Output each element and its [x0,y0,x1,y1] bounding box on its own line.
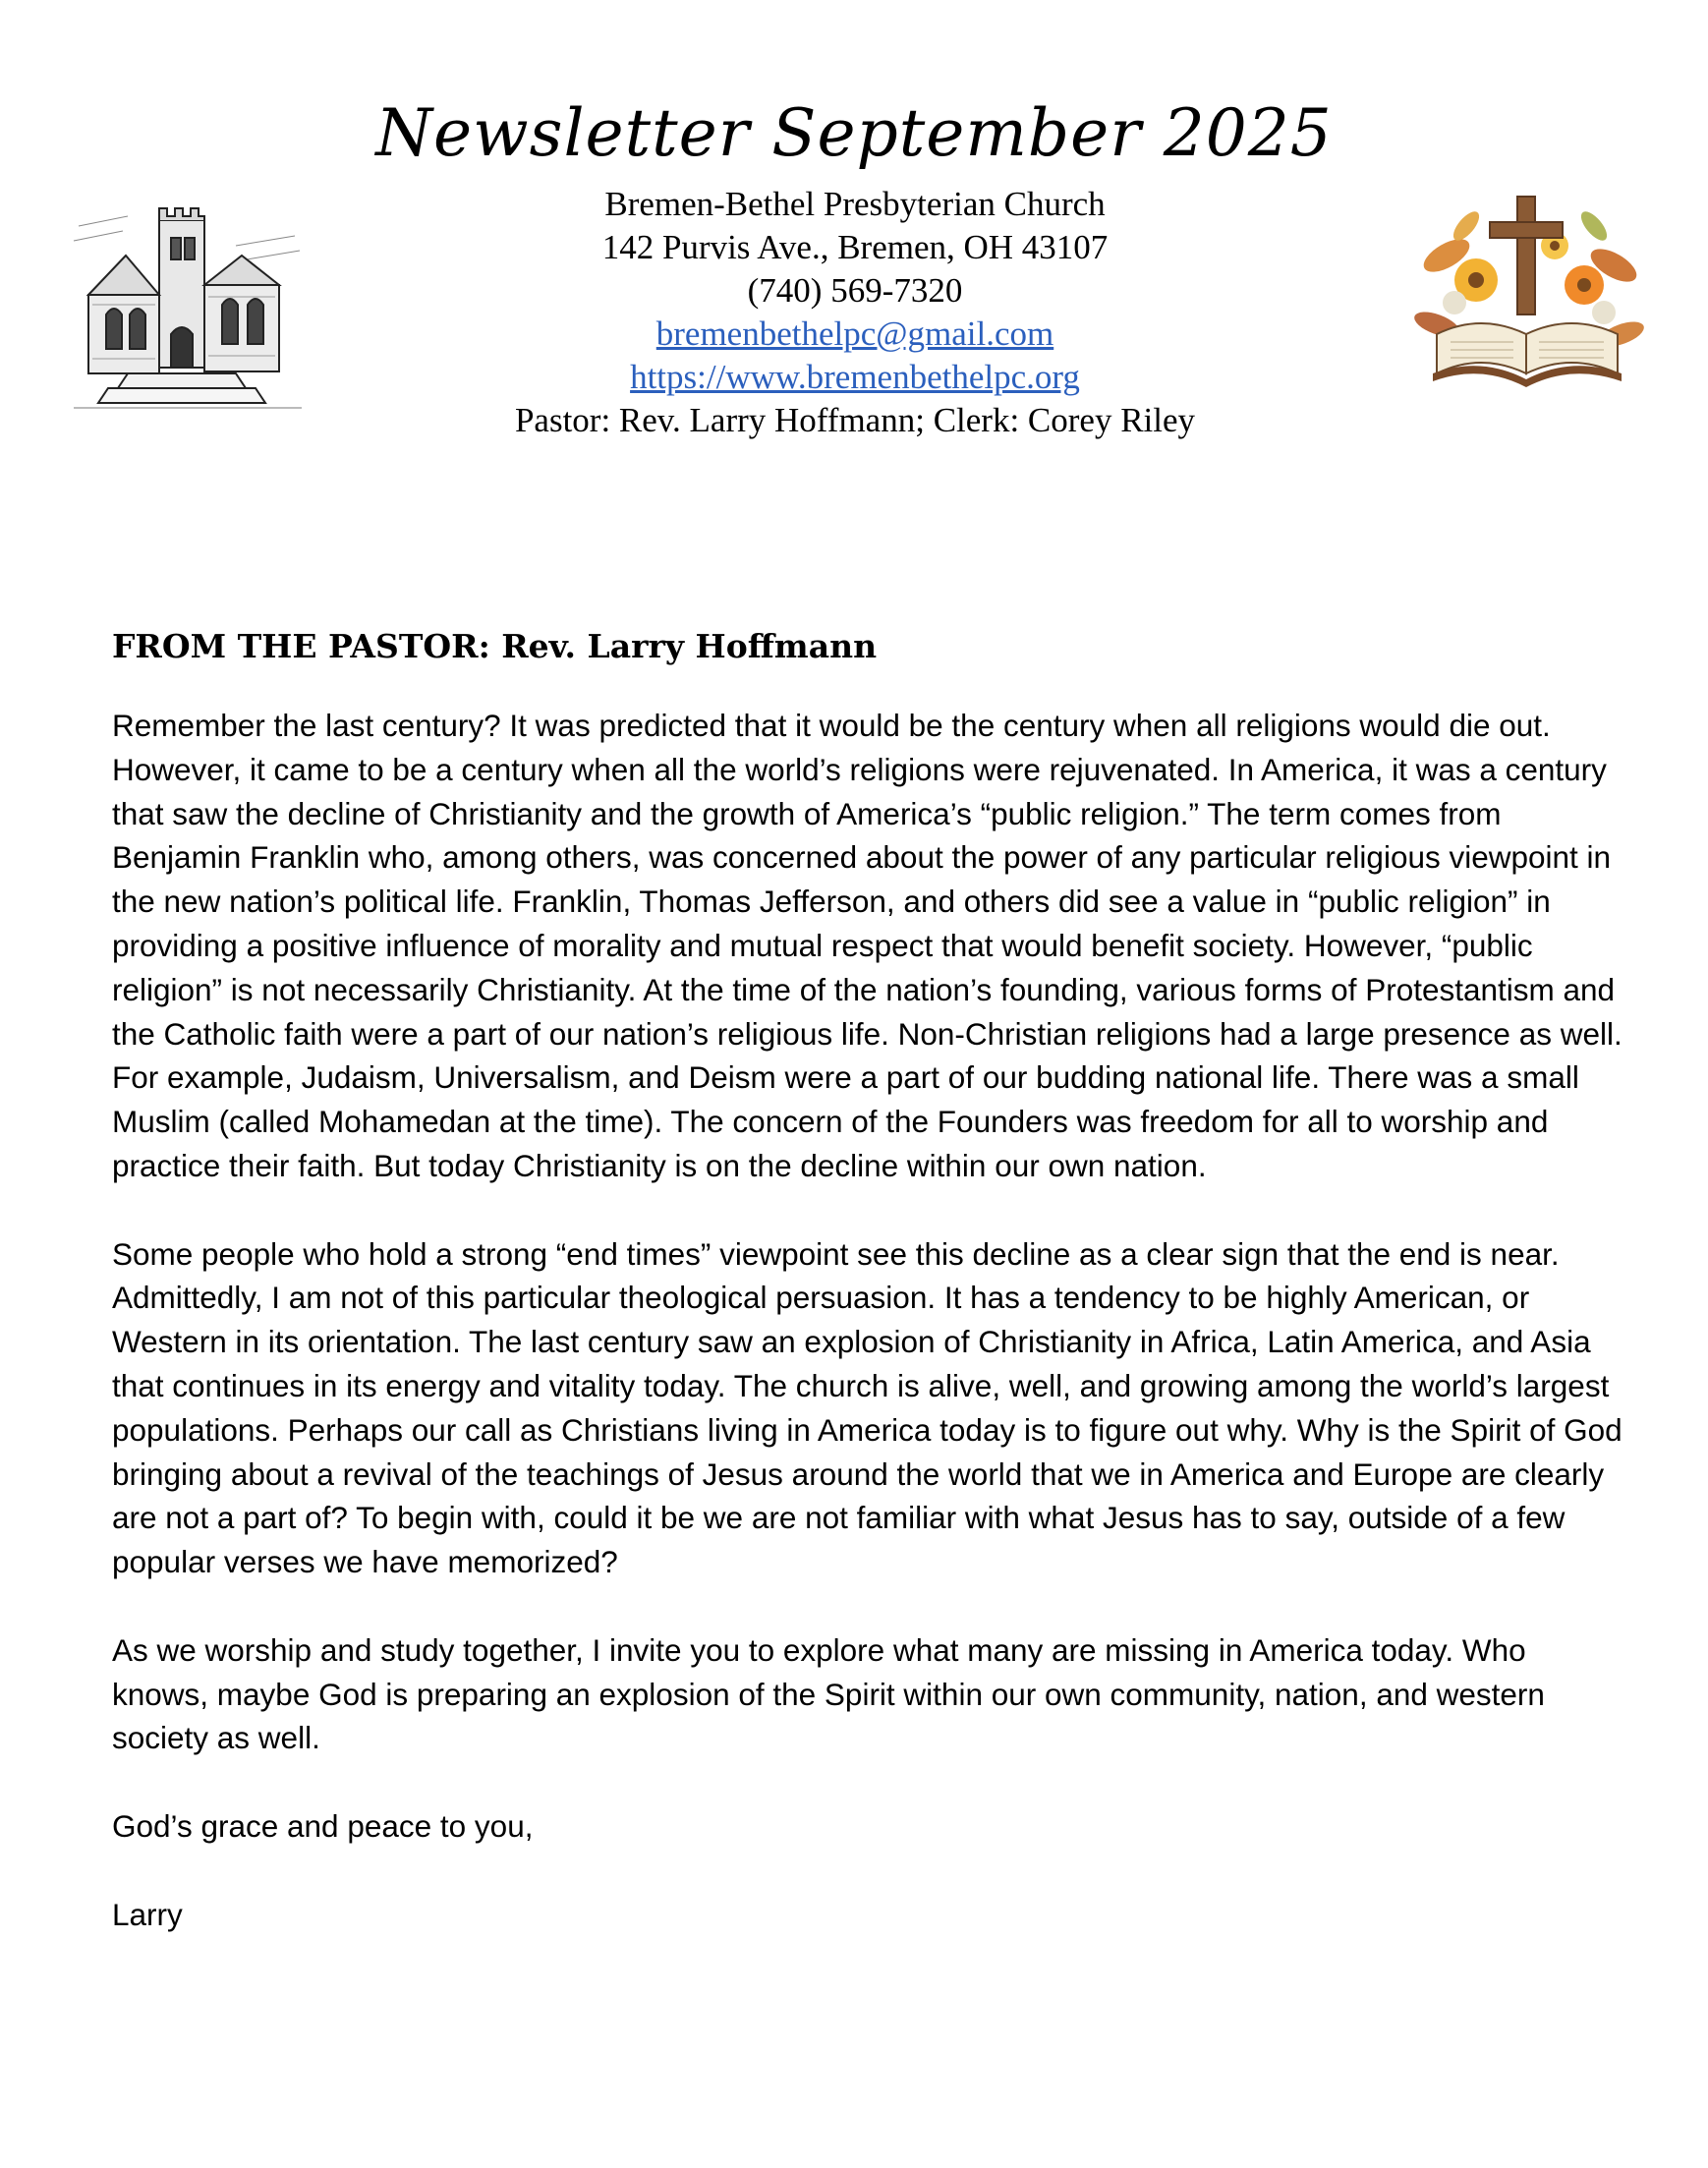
letter-paragraph-2: Some people who hold a strong “end times” viewpoint see this decline as a clear sign that the end is near. Admittedly, I am not of this particular theological persuasion. It has a tendency to be highly American, or Western in its orientation. The last century saw an explosion of Christianity in Africa, Latin America, and Asia that continues in its energy and vitality today. The church is alive, well, and growing among the world’s largest populations. Perhaps our call as Christians living in America today is to figure out why. Why is the Spirit of God bringing about a revival of the teachings of Jesus around the world that we in America and Europe are clearly are not a part of? To begin with, could it be we are not familiar with what Jesus has to say, outside of a few popular verses we have memorized? [112,1235,1623,1580]
pastor-letter [112,704,1625,1980]
church-email-link[interactable]: bremenbethelpc@gmail.com [655,314,1054,353]
church-info-block [413,183,1297,442]
letter-paragraph-3: As we worship and study together, I invite you to explore what many are missing in America today. Who knows, maybe God is preparing an explosion of the Spirit within our own community, nation, and western society as well. [112,1631,1545,1756]
letter-paragraph-1: Remember the last century? It was predicted that it would be the century when all religions would die out. However, it came to be a century when all the world’s religions were rejuvenated. In America, it was a century that saw the decline of Christianity and the growth of America’s “public religion.” The term comes from Benjamin Franklin who, among others, was concerned about the power of any particular religious viewpoint in the new nation’s political life. Franklin, Thomas Jefferson, and others did see a value in “public religion” in providing a positive influence of morality and mutual respect that would benefit society. However, “public religion” is not necessarily Christianity. At the time of the nation’s founding, various forms of Protestantism and the Catholic faith were a part of our nation’s religious life. Non-Christian religions had a large presence as well. For example, Judaism, Universalism, and Deism were a part of our budding national life. There was a small Muslim (called Mohamedan at the time). The concern of the Founders was freedom for all to worship and practice their faith. But today Christianity is on the decline within our own nation. [112,708,1623,1183]
church-leadership: Pastor: Rev. Larry Hoffmann; Clerk: Corey Riley [514,401,1196,439]
church-name: Bremen-Bethel Presbyterian Church [604,185,1106,223]
church-website-link[interactable]: https://www.bremenbethelpc.org [630,358,1080,396]
letter-signature: Larry [112,1896,183,1932]
cross-bible-flowers-image [1407,187,1649,399]
church-building-image [69,187,307,423]
newsletter-title: Newsletter September 2025 [375,95,1333,171]
church-phone: (740) 569-7320 [747,271,963,310]
church-address: 142 Purvis Ave., Bremen, OH 43107 [601,228,1109,266]
pastor-section-heading: FROM THE PASTOR: Rev. Larry Hoffmann [112,627,878,665]
letter-closing: God’s grace and peace to you, [112,1807,534,1844]
